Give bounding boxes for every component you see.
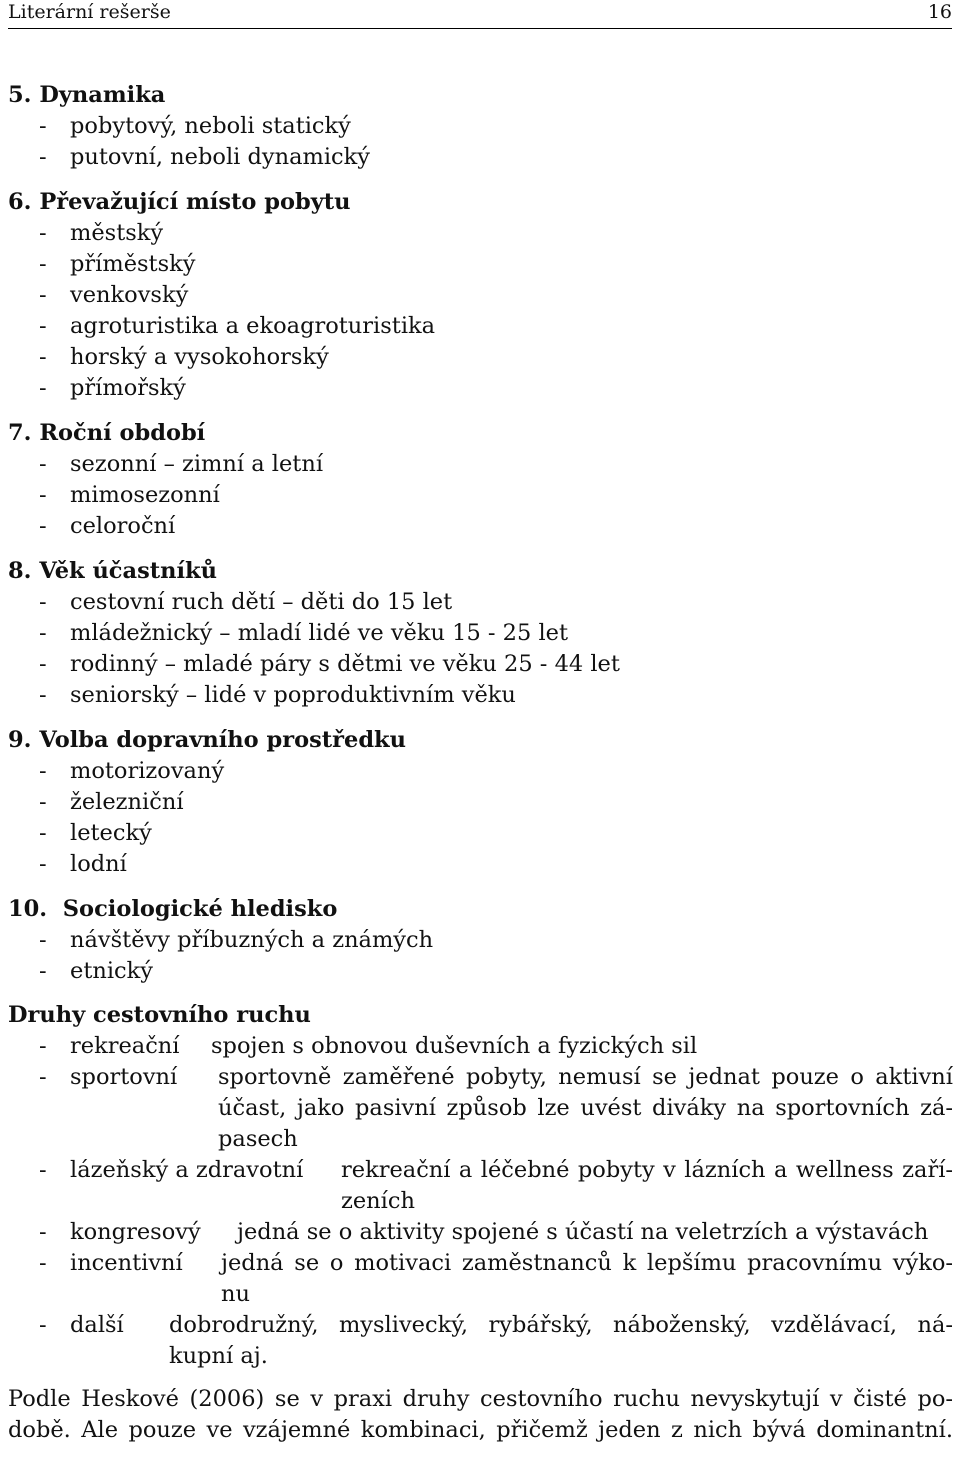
section-heading-misto-pobytu: 6. Převažující místo pobytu [8, 189, 351, 215]
list-item: - agroturistika a ekoagroturistika [39, 313, 436, 339]
definition-desc: sportovně zaměřené pobyty, nemusí se jednat pouze o aktivní účast, jako pasivní způsob lze uvést diváky na sportovních zá- pasech [218, 1064, 953, 1152]
definition-term: rekreační [70, 1033, 180, 1059]
definition-item: - kongresový jedná se o aktivity spojené s účastí na veletrzích a výstavách [8, 1217, 953, 1248]
closing-paragraph: Podle Heskové (2006) se v praxi druhy cestovního ruchu nevyskytují v čisté po- době. Ale pouze ve vzájemné kombinaci, přičemž jeden z nich bývá dominantní. [8, 1386, 953, 1443]
definition-term: kongresový [70, 1219, 201, 1245]
list-item: - lodní [39, 851, 127, 877]
main-content [8, 80, 953, 1446]
section-heading-rocni-obdobi: 7. Roční období [8, 420, 206, 446]
list-item: - návštěvy příbuzných a známých [39, 927, 434, 953]
list-item: - železniční [39, 789, 184, 815]
section-heading-sociologicke-hledisko: 10. Sociologické hledisko [8, 896, 338, 922]
list-item: - mládežnický – mladí lidé ve věku 15 - 25 let [39, 620, 569, 646]
list-item: - městský [39, 220, 164, 246]
list-item: - rodinný – mladé páry s dětmi ve věku 25 - 44 let [39, 651, 620, 677]
definition-term: incentivní [70, 1250, 183, 1276]
list-item: - příměstský [39, 251, 196, 277]
definition-desc: jedná se o aktivity spojené s účastí na veletrzích a výstavách [237, 1219, 929, 1245]
definition-term: lázeňský a zdravotní [70, 1157, 304, 1183]
list-item: - přímořský [39, 375, 186, 401]
list-item: - venkovský [39, 282, 189, 308]
list-item: - cestovní ruch dětí – děti do 15 let [39, 589, 453, 615]
header-title: Literární rešerše [8, 1, 171, 23]
section-heading-volba-dopravy: 9. Volba dopravního prostředku [8, 727, 407, 753]
list-item: - etnický [39, 958, 153, 984]
definition-item: - další dobrodružný, myslivecký, rybářský, náboženský, vzdělávací, ná- kupní aj. [8, 1310, 953, 1372]
list-item: - pobytový, neboli statický [39, 113, 351, 139]
list-item: - seniorský – lidé v poproduktivním věku [39, 682, 516, 708]
page-number: 16 [927, 1, 952, 23]
definition-item: - incentivní jedná se o motivaci zaměstnanců k lepšímu pracovnímu výko- nu [8, 1248, 953, 1310]
definition-item: - rekreační spojen s obnovou duševních a fyzických sil [8, 1031, 953, 1062]
page-header [8, 0, 952, 29]
list-item: - mimosezonní [39, 482, 220, 508]
list-item: - motorizovaný [39, 758, 225, 784]
definition-desc: dobrodružný, myslivecký, rybářský, náboženský, vzdělávací, ná- kupní aj. [169, 1312, 953, 1369]
definition-desc: rekreační a léčebné pobyty v lázních a wellness zaří- zeních [341, 1157, 953, 1214]
list-item: - putovní, neboli dynamický [39, 144, 370, 170]
section-heading-vek-ucastniku: 8. Věk účastníků [8, 558, 218, 584]
list-item: - letecký [39, 820, 152, 846]
definition-term: sportovní [70, 1064, 178, 1090]
types-heading: Druhy cestovního ruchu [8, 1002, 311, 1028]
section-heading-dynamika: 5. Dynamika [8, 82, 166, 108]
definition-desc: jedná se o motivaci zaměstnanců k lepšímu pracovnímu výko- nu [221, 1250, 953, 1307]
list-item: - sezonní – zimní a letní [39, 451, 324, 477]
list-item: - celoroční [39, 513, 176, 539]
definition-desc: spojen s obnovou duševních a fyzických sil [211, 1033, 698, 1059]
definition-item: - lázeňský a zdravotní rekreační a léčebné pobyty v lázních a wellness zaří- zeních [8, 1155, 953, 1217]
definition-term: další [70, 1312, 124, 1338]
list-item: - horský a vysokohorský [39, 344, 329, 370]
definition-item: - sportovní sportovně zaměřené pobyty, nemusí se jednat pouze o aktivní účast, jako pasivní způsob lze uvést diváky na sportovních zá- pasech [8, 1062, 953, 1155]
